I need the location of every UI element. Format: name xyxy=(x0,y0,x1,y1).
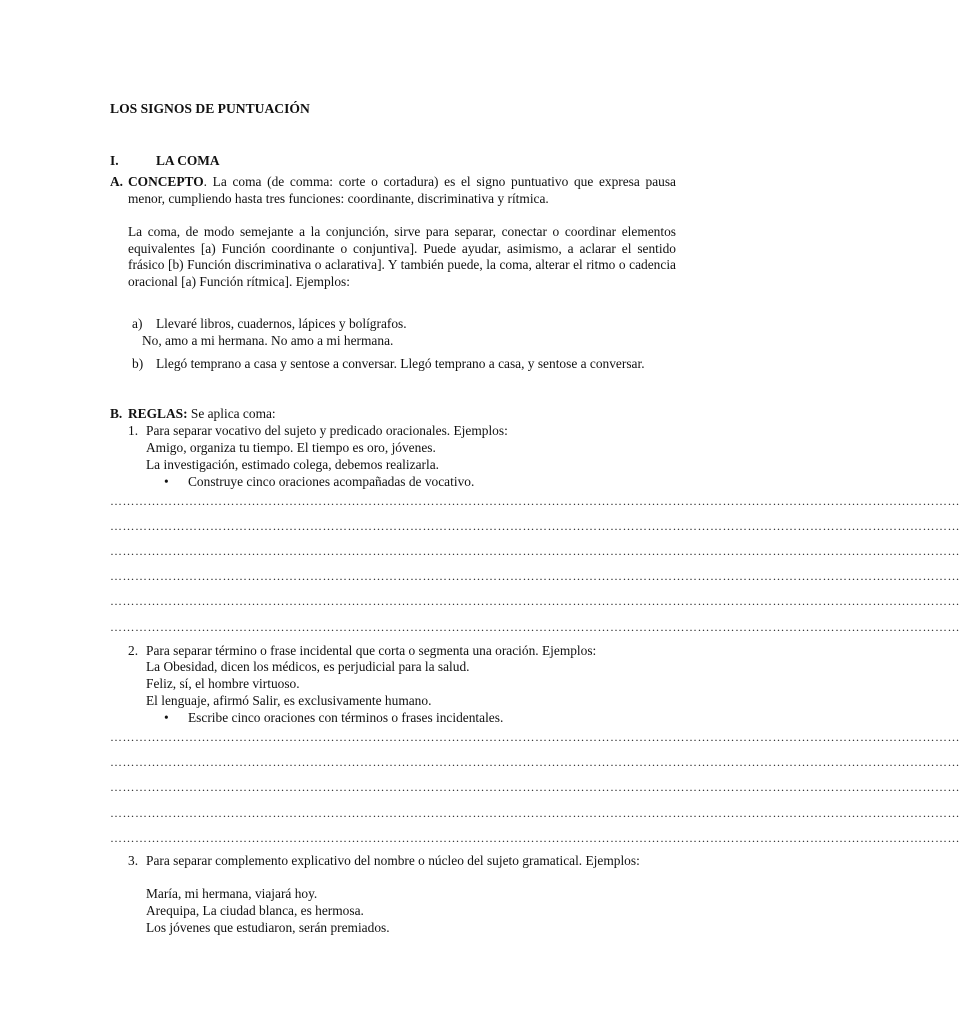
answer-line[interactable]: …………………………………………………………………………………………………………………………………………………………………………………… xyxy=(110,780,960,794)
rule-1-number: 1. xyxy=(128,423,139,438)
concepto-paragraph-2: La coma, de modo semejante a la conjunción, sirve para separar, conectar o coordinar elementos equivalentes [a) Función coordinante o conjuntiva]. Puede ayudar, asimismo, a aclarar el sentido frásico [b) Función discriminativa o aclarativa]. Y también puede, la coma, alterar el ritmo o cadencia oracional [a) Función rítmica]. Ejemplos: xyxy=(128,224,676,289)
concepto-marker: A. xyxy=(110,174,124,189)
answer-line[interactable]: …………………………………………………………………………………………………………………………………………………………………………………… xyxy=(110,831,960,845)
reglas-heading: REGLAS: xyxy=(128,406,188,421)
rule-2-text: Para separar término o frase incidental que corta o segmenta una oración. Ejemplos: xyxy=(146,643,597,658)
answer-line[interactable]: …………………………………………………………………………………………………………………………………………………………………………………… xyxy=(110,730,960,744)
rule-3-number: 3. xyxy=(128,853,139,868)
reglas-heading-line xyxy=(128,406,276,423)
section-title: LA COMA xyxy=(156,153,220,168)
rule-2-example-1: La Obesidad, dicen los médicos, es perjudicial para la salud. xyxy=(146,659,470,674)
answer-line[interactable]: …………………………………………………………………………………………………………………………………………………………………………………… xyxy=(110,755,960,769)
answer-line[interactable]: …………………………………………………………………………………………………………………………………………………………………………………… xyxy=(110,544,960,558)
answer-line[interactable]: …………………………………………………………………………………………………………………………………………………………………………………… xyxy=(110,620,960,634)
rule-2-example-2: Feliz, sí, el hombre virtuoso. xyxy=(146,676,300,691)
section-number: I. xyxy=(110,153,119,168)
rule-1-exercise: Construye cinco oraciones acompañadas de vocativo. xyxy=(188,474,475,489)
answer-line[interactable]: …………………………………………………………………………………………………………………………………………………………………………………… xyxy=(110,594,960,608)
page-title: LOS SIGNOS DE PUNTUACIÓN xyxy=(110,101,310,116)
bullet-icon: • xyxy=(164,474,169,489)
rule-3-text: Para separar complemento explicativo del nombre o núcleo del sujeto gramatical. Ejemplos: xyxy=(146,853,640,868)
rule-1-example-2: La investigación, estimado colega, debemos realizarla. xyxy=(146,457,439,472)
bullet-icon: • xyxy=(164,710,169,725)
reglas-intro: Se aplica coma: xyxy=(187,406,276,421)
answer-line[interactable]: …………………………………………………………………………………………………………………………………………………………………………………… xyxy=(110,494,960,508)
rule-2-number: 2. xyxy=(128,643,139,658)
rule-2-example-3: El lenguaje, afirmó Salir, es exclusivamente humano. xyxy=(146,693,432,708)
rule-3-example-1: María, mi hermana, viajará hoy. xyxy=(146,886,318,901)
example-a-text: Llevaré libros, cuadernos, lápices y bolígrafos. xyxy=(156,316,407,331)
answer-line[interactable]: …………………………………………………………………………………………………………………………………………………………………………………… xyxy=(110,806,960,820)
example-b-marker: b) xyxy=(132,356,144,371)
concepto-text-1: . La coma (de comma: corte o cortadura) es el signo puntuativo que expresa pausa menor, cumpliendo hasta tres funciones: coordinante, discriminativa y rítmica. xyxy=(128,174,676,206)
rule-3-example-2: Arequipa, La ciudad blanca, es hermosa. xyxy=(146,903,364,918)
reglas-marker: B. xyxy=(110,406,123,421)
rule-1-example-1: Amigo, organiza tu tiempo. El tiempo es oro, jóvenes. xyxy=(146,440,436,455)
rule-3-example-3: Los jóvenes que estudiaron, serán premiados. xyxy=(146,920,390,935)
example-a-marker: a) xyxy=(132,316,143,331)
concepto-paragraph-1 xyxy=(128,174,676,207)
rule-1-text: Para separar vocativo del sujeto y predicado oracionales. Ejemplos: xyxy=(146,423,508,438)
rule-2-exercise: Escribe cinco oraciones con términos o frases incidentales. xyxy=(188,710,504,725)
answer-line[interactable]: …………………………………………………………………………………………………………………………………………………………………………………… xyxy=(110,519,960,533)
answer-line[interactable]: …………………………………………………………………………………………………………………………………………………………………………………… xyxy=(110,569,960,583)
example-a-line-2: No, amo a mi hermana. No amo a mi hermana. xyxy=(142,333,394,348)
concepto-heading: CONCEPTO xyxy=(128,174,204,189)
example-b-text: Llegó temprano a casa y sentose a conversar. Llegó temprano a casa, y sentose a conversar. xyxy=(156,356,645,371)
